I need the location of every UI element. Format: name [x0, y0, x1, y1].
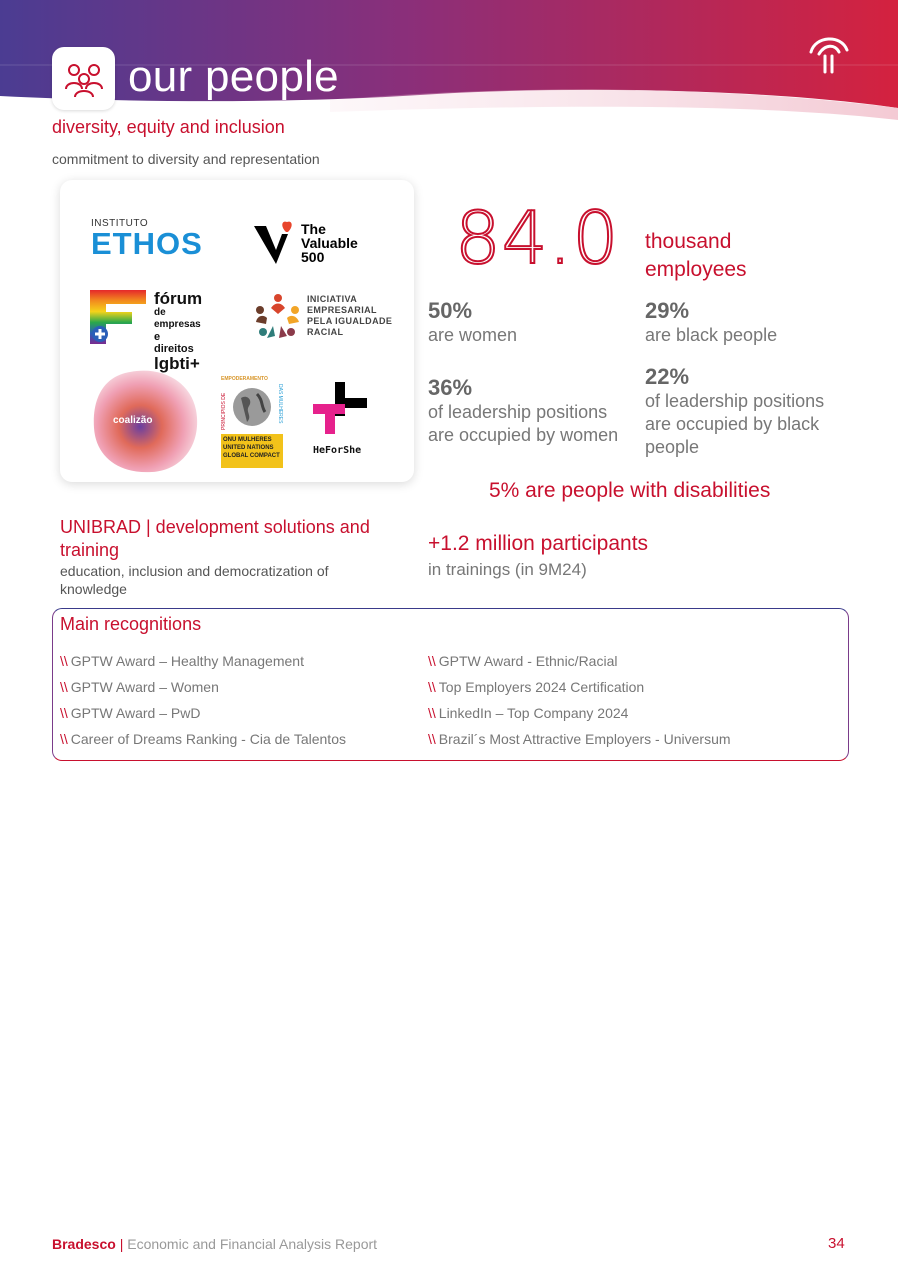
onu-mulheres-logo: EMPODERAMENTO PRINCÍPIOS DE DAS MULHERES ONU MULHERES UNITED NATIONS GLOBAL COMPACT [221, 376, 283, 470]
page-title: our people [128, 52, 339, 101]
recognition-item: \\ LinkedIn – Top Company 2024 [428, 705, 629, 721]
section-subtitle: commitment to diversity and representation [52, 151, 320, 167]
globe-icon [231, 386, 273, 428]
participants-note: in trainings (in 9M24) [428, 560, 587, 579]
recognition-item: \\ GPTW Award - Ethnic/Racial [428, 653, 618, 669]
footer-brand: Bradesco | Economic and Financial Analysis Report [52, 1236, 378, 1252]
recognition-item: \\ Career of Dreams Ranking - Cia de Talentos [60, 731, 346, 747]
heforshe-cross-icon [313, 382, 367, 434]
unibrad-subtitle: education, inclusion and democratization of knowledge [60, 563, 329, 597]
partner-logos-card [60, 180, 414, 482]
employee-count: 84.0 [455, 196, 620, 280]
recognitions-title: Main recognitions [60, 614, 202, 634]
stat-black-leadership: 22% of leadership positions are occupied by black people [645, 364, 825, 457]
iniciativa-people-icon [253, 292, 303, 340]
disabilities-stat: 5% are people with disabilities [489, 479, 771, 502]
employee-count-unit: thousand employees [645, 230, 747, 281]
participants-stat: +1.2 million participants [428, 532, 649, 555]
forum-lgbti-logo: fórum de empresas e direitos lgbti+ [88, 288, 150, 351]
valuable-500-logo: The Valuable 500 [252, 220, 300, 271]
stat-women: 50% are women [428, 298, 518, 345]
people-icon-tile [52, 47, 115, 110]
recognition-item: \\ Brazil´s Most Attractive Employers - Universum [428, 731, 731, 747]
coalizao-logo: coalizão [90, 366, 210, 476]
forum-f-icon [88, 288, 150, 346]
iniciativa-racial-logo: INICIATIVA EMPRESARIAL PELA IGUALDADE RACIAL [253, 292, 303, 345]
stat-women-leadership: 36% of leadership positions are occupied by women [428, 375, 619, 445]
page-number: 34 [828, 1235, 845, 1252]
valuable-v-icon [252, 220, 300, 266]
section-title: diversity, equity and inclusion [52, 117, 285, 137]
recognition-item: \\ GPTW Award – PwD [60, 705, 201, 721]
ethos-logo: INSTITUTO ETHOS [91, 218, 203, 261]
recognition-item: \\ Top Employers 2024 Certification [428, 679, 645, 695]
stat-black-people: 29% are black people [645, 298, 778, 345]
heforshe-logo: HeForShe [313, 382, 367, 456]
bradesco-logo-icon [805, 30, 851, 76]
unibrad-title: UNIBRAD | development solutions and training [60, 517, 370, 560]
people-icon [62, 57, 106, 101]
recognition-item: \\ GPTW Award – Healthy Management [60, 653, 304, 669]
recognition-item: \\ GPTW Award – Women [60, 679, 219, 695]
